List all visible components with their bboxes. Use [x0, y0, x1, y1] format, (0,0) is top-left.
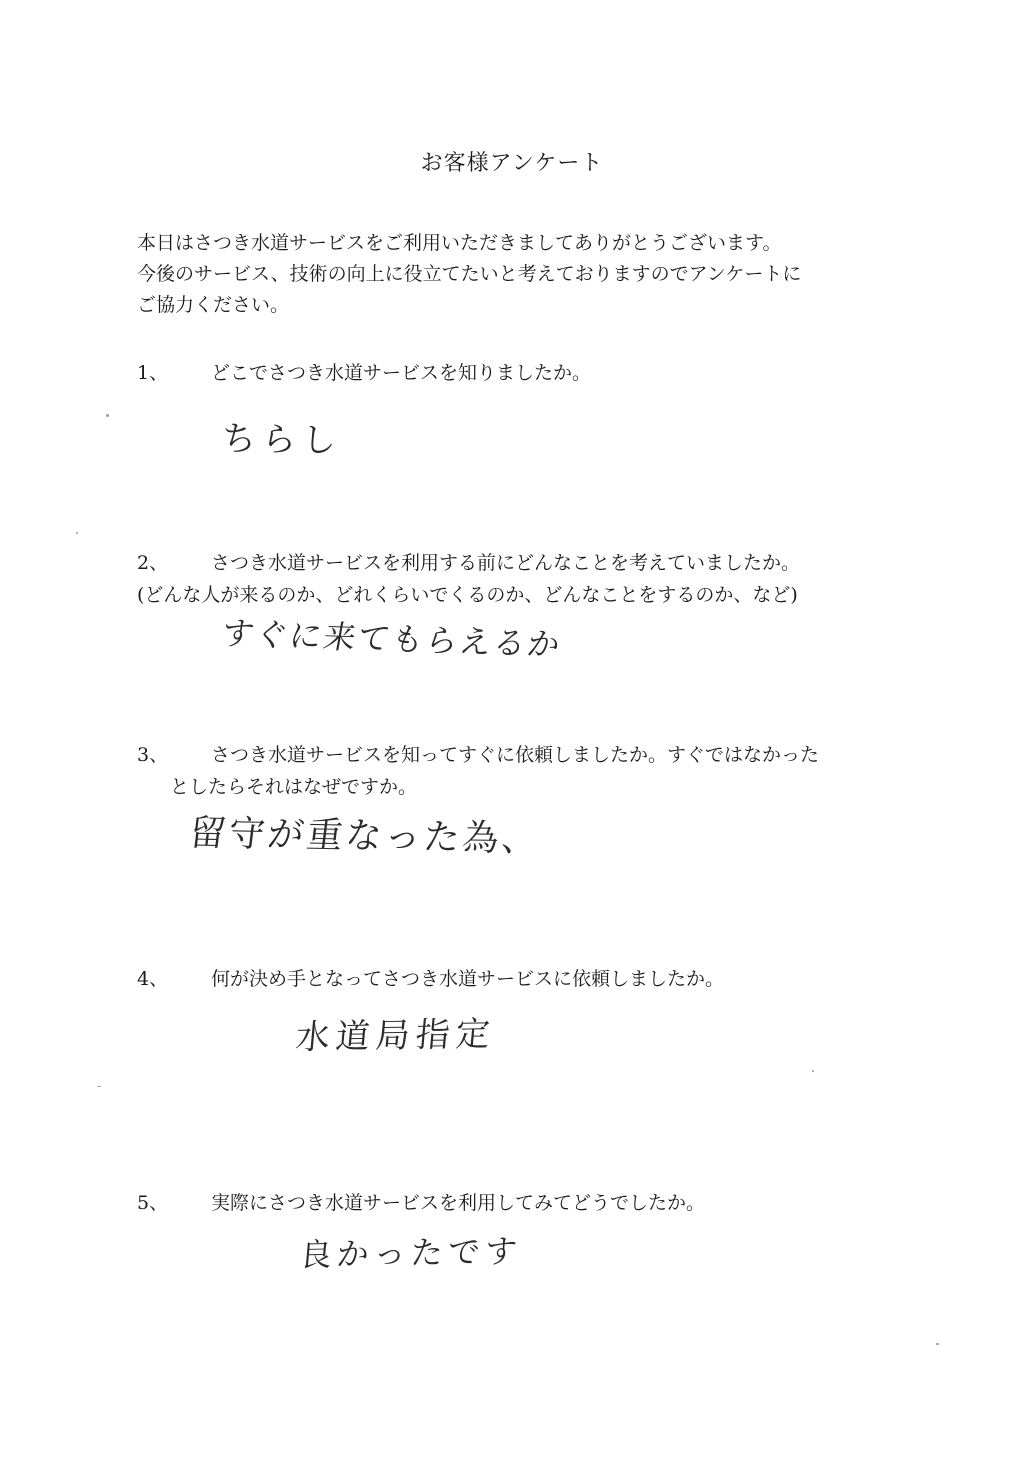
handwritten-answer: すぐに来てもらえるか — [218, 614, 565, 664]
question-subtext: としたらそれはなぜですか。 — [170, 776, 418, 798]
intro-line: ご協力ください。 — [137, 294, 290, 316]
intro-line: 本日はさつき水道サービスをご利用いただきましてありがとうございます。 — [137, 232, 782, 254]
question-subtext: (どんな人が来るのか、どれくらいでくるのか、どんなことをするのか、など) — [137, 584, 798, 606]
question-number: 5、 — [137, 1192, 169, 1214]
handwritten-answer: 良かったです — [298, 1232, 524, 1274]
question-number: 3、 — [137, 744, 169, 766]
intro-text — [137, 228, 801, 321]
question-number: 4、 — [137, 968, 169, 990]
question-text: さつき水道サービスを知ってすぐに依頼しましたか。すぐではなかった — [211, 744, 820, 766]
intro-line: 今後のサービス、技術の向上に役立てたいと考えておりますのでアンケートに — [137, 263, 802, 285]
question-number: 1、 — [137, 362, 169, 384]
survey-title: お客様アンケート — [420, 151, 604, 176]
scan-speck — [936, 1343, 939, 1345]
scan-speck — [76, 532, 78, 534]
question-text: どこでさつき水道サービスを知りましたか。 — [211, 362, 592, 384]
question-text: 何が決め手となってさつき水道サービスに依頼しましたか。 — [211, 968, 725, 990]
scan-speck — [106, 414, 109, 417]
question-number: 2、 — [137, 552, 169, 574]
question-text: 実際にさつき水道サービスを利用してみてどうでしたか。 — [211, 1192, 706, 1214]
question-text: さつき水道サービスを利用する前にどんなことを考えていましたか。 — [211, 552, 801, 574]
scan-speck — [812, 1070, 814, 1072]
handwritten-answer: 留守が重なった為、 — [187, 812, 544, 861]
handwritten-answer: 水道局指定 — [293, 1014, 498, 1058]
handwritten-answer: ちらし — [221, 418, 343, 462]
scan-speck — [97, 1086, 101, 1087]
